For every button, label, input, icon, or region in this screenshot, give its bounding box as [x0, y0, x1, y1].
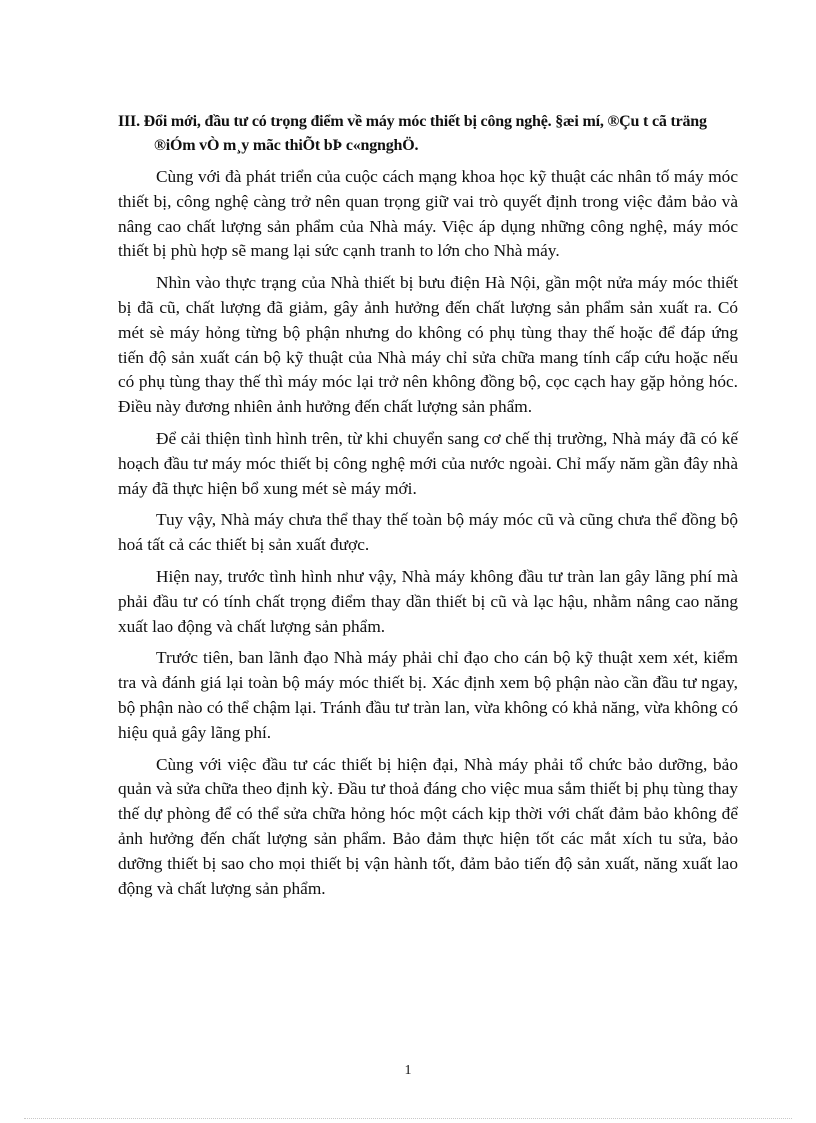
section-heading — [118, 110, 746, 158]
paragraph-3: Để cải thiện tình hình trên, từ khi chuyển sang cơ chế thị trường, Nhà máy đã có kế hoạch đầu tư máy móc thiết bị công nghệ mới của nước ngoài. Chỉ mấy năm gần đây nhà máy đã thực hiện bổ xung mét sè máy mới. — [118, 428, 738, 498]
paragraph-2: Nhìn vào thực trạng của Nhà thiết bị bưu điện Hà Nội, gần một nửa máy móc thiết bị đã cũ, chất lượng đã giảm, gây ảnh hưởng đến chất lượng sản phẩm sản xuất ra. Có mét sè máy hỏng từng bộ phận nhưng do không có phụ tùng thay thế hoặc để đáp ứng tiến độ sản xuất cán bộ kỹ thuật của Nhà máy chỉ sửa chữa mang tính cấp cứu hoặc nếu có phụ tùng thay thế thì máy móc lại trở nên không đồng bộ, cọc cạch hay gặp hỏng hóc. Điều này đương nhiên ảnh hưởng đến chất lượng sản phẩm. — [118, 273, 738, 417]
section-heading-line-1: III. Đổi mới, đầu tư có trọng điểm về máy móc thiết bị công nghệ. §æi mí, ®Çu t cã träng — [118, 113, 707, 130]
paragraph-5: Hiện nay, trước tình hình như vậy, Nhà máy không đầu tư tràn lan gây lãng phí mà phải đầu tư có tính chất trọng điểm thay dần thiết bị cũ và lạc hậu, nhằm nâng cao năng xuất lao động và chất lượng sản phẩm. — [118, 566, 738, 636]
paragraph-6: Trước tiên, ban lãnh đạo Nhà máy phải chỉ đạo cho cán bộ kỹ thuật xem xét, kiểm tra và đánh giá lại toàn bộ máy móc thiết bị. Xác định xem bộ phận nào cần đầu tư ngay, bộ phận nào có thể chậm lại. Tránh đầu tư tràn lan, vừa không có khả năng, vừa không có hiệu quả gây lãng phí. — [118, 648, 738, 742]
document-body — [118, 165, 738, 908]
section-heading-line-2: ®iÓm vÒ m¸y mãc thiÕt bÞ c«ngnghÖ. — [154, 137, 419, 154]
paragraph-7: Cùng với việc đầu tư các thiết bị hiện đại, Nhà máy phải tổ chức bảo dưỡng, bảo quản và sửa chữa theo định kỳ. Đầu tư thoả đáng cho việc mua sắm thiết bị phụ tùng thay thế dự phòng để có thể sửa chữa hỏng hóc một cách kịp thời với chất đảm bảo không để ảnh hưởng đến chất lượng sản phẩm. Bảo đảm thực hiện tốt các mắt xích tu sửa, bảo dưỡng thiết bị sao cho mọi thiết bị vận hành tốt, đảm bảo tiến độ sản xuất, năng xuất lao động và chất lượng sản phẩm. — [118, 754, 738, 898]
page-number: 1 — [404, 1063, 412, 1078]
paragraph-1: Cùng với đà phát triển của cuộc cách mạng khoa học kỹ thuật các nhân tố máy móc thiết bị, công nghệ càng trở nên quan trọng giữ vai trò quyết định trong việc đảm bảo và nâng cao chất lượng sản phẩm của Nhà máy. Việc áp dụng những công nghệ, máy móc thiết bị phù hợp sẽ mang lại sức cạnh tranh to lớn cho Nhà máy. — [118, 167, 738, 261]
footer-divider — [24, 1118, 792, 1119]
paragraph-4: Tuy vậy, Nhà máy chưa thể thay thế toàn bộ máy móc cũ và cũng chưa thể đồng bộ hoá tất cả các thiết bị sản xuất được. — [118, 510, 738, 555]
